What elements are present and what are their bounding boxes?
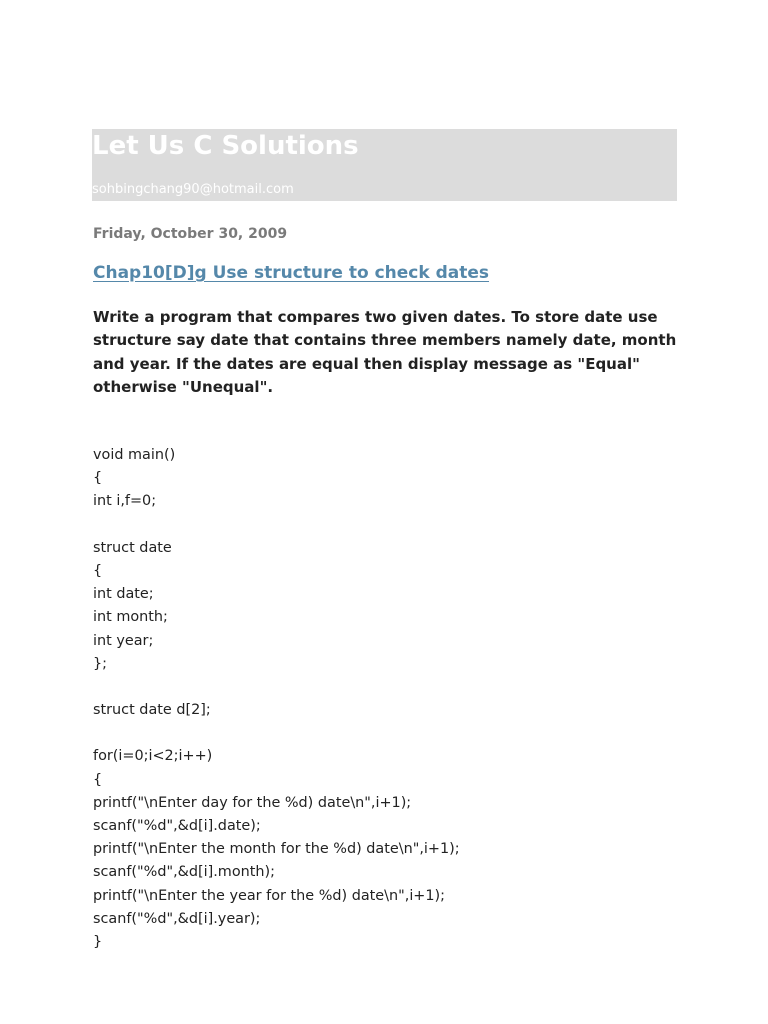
- code-line: for(i=0;i<2;i++): [93, 748, 213, 765]
- code-line: struct date: [93, 539, 172, 556]
- code-line: scanf("%d",&d[i].month);: [93, 864, 275, 881]
- code-line: [93, 722, 460, 745]
- code-line: [93, 514, 460, 537]
- blog-title[interactable]: Let Us C Solutions: [92, 131, 359, 161]
- code-line: struct date d[2];: [93, 702, 211, 719]
- code-line: {: [93, 562, 103, 579]
- code-line: scanf("%d",&d[i].year);: [93, 910, 261, 927]
- post-date: Friday, October 30, 2009: [93, 226, 288, 242]
- code-line: int year;: [93, 632, 154, 649]
- code-line: void main(): [93, 447, 176, 463]
- code-line: printf("\nEnter day for the %d) date\n",i+1);: [93, 794, 412, 811]
- blog-header: [92, 129, 677, 201]
- code-block: [93, 444, 460, 954]
- post-question: Write a program that compares two given dates. To store date use structure say date that contains three members namely date, month and year. If the dates are equal then display message as "Equal" otherwise "Unequal".: [93, 308, 677, 397]
- code-line: int date;: [93, 586, 154, 603]
- code-line: printf("\nEnter the month for the %d) date\n",i+1);: [93, 841, 460, 858]
- code-line: int month;: [93, 609, 168, 626]
- code-line: scanf("%d",&d[i].date);: [93, 818, 261, 834]
- code-line: printf("\nEnter the year for the %d) date\n",i+1);: [93, 887, 445, 904]
- code-line: int i,f=0;: [93, 493, 157, 510]
- blog-description: sohbingchang90@hotmail.com: [92, 182, 294, 197]
- post-title-link[interactable]: Chap10[D]g Use structure to check dates: [93, 263, 490, 283]
- code-line: }: [93, 933, 103, 950]
- code-line: };: [93, 655, 108, 672]
- post-title: [93, 262, 489, 284]
- code-line: {: [93, 771, 103, 788]
- code-line: {: [93, 470, 103, 487]
- code-line: [93, 676, 460, 699]
